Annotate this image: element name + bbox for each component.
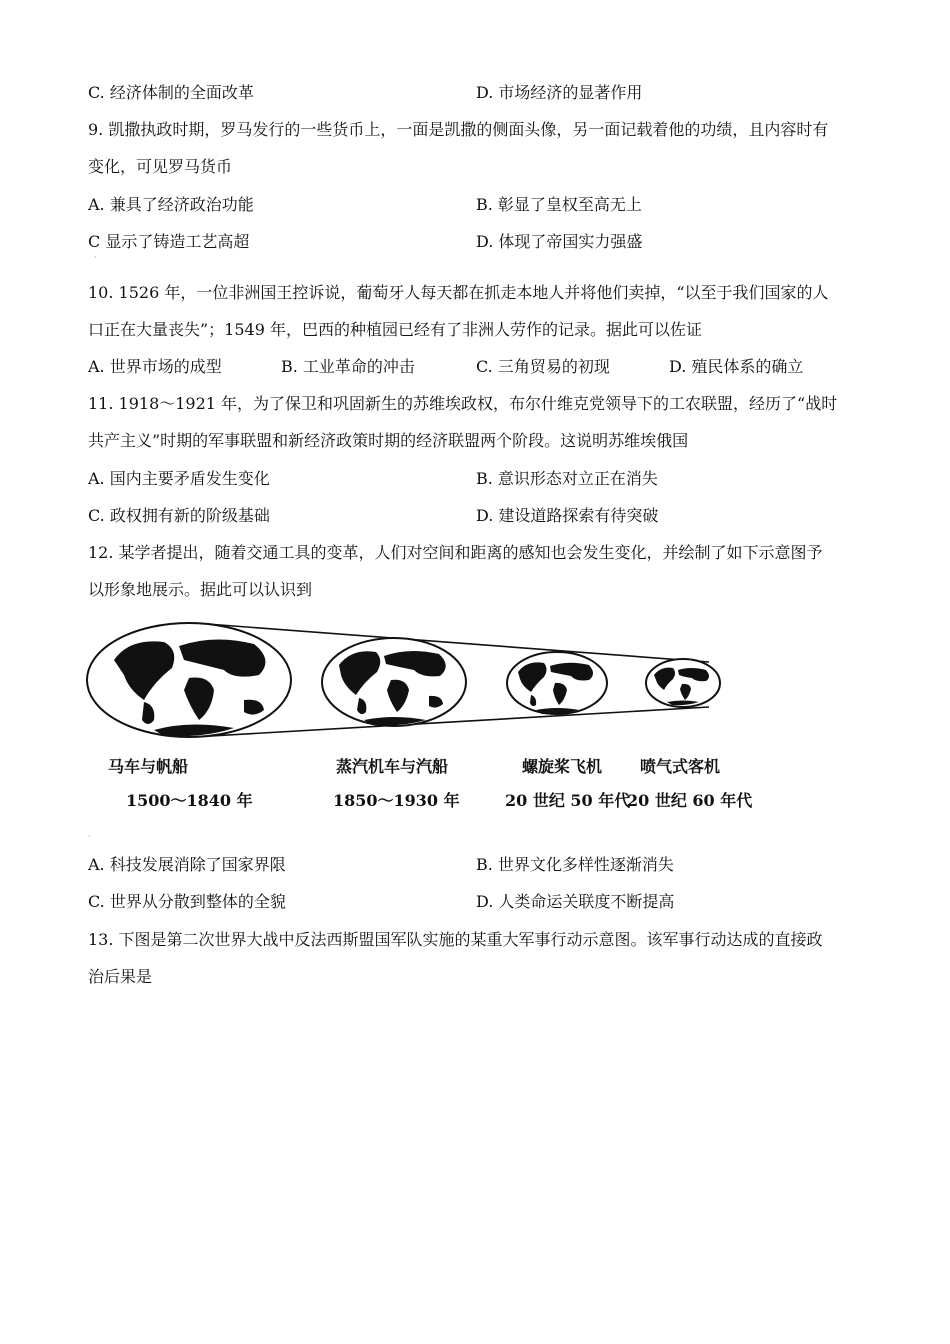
q11-stem-line1: 11. 1918～1921 年，为了保卫和巩固新生的苏维埃政权，布尔什维克党领导下的工农联盟，经历了“战时 [88,394,838,413]
q11-option-c: C. 政权拥有新的阶级基础 [88,506,270,525]
stray-dot-mark-2: · [88,832,91,841]
q11-option-b: B. 意识形态对立正在消失 [476,469,658,488]
caption-3-label: 螺旋桨飞机 [522,757,603,776]
q9-stem-line2: 变化，可见罗马货币 [88,157,233,176]
q12-option-b: B. 世界文化多样性逐渐消失 [476,855,674,874]
q10-stem-line2: 口正在大量丧失”；1549 年，巴西的种植园已经有了非洲人劳作的记录。据此可以佐证 [88,320,702,339]
shrinking-world-figure [84,620,724,740]
q8-option-c: C. 经济体制的全面改革 [88,83,254,102]
q9-stem-line1: 9. 凯撒执政时期，罗马发行的一些货币上，一面是凯撒的侧面头像，另一面记载着他的功绩，且内容时有 [88,120,829,139]
q10-stem-line1: 10. 1526 年，一位非洲国王控诉说，葡萄牙人每天都在抓走本地人并将他们卖掉，“以至于我们国家的人 [88,283,829,302]
q12-stem-line1: 12. 某学者提出，随着交通工具的变革，人们对空间和距离的感知也会发生变化，并绘制了如下示意图予 [88,543,823,562]
q10-option-c: C. 三角贸易的初现 [476,357,610,376]
stray-dot-mark: · [94,253,97,262]
globe-1-icon [87,623,291,737]
q9-option-c: C 显示了铸造工艺高超 [88,232,250,251]
caption-1-label: 马车与帆船 [108,757,189,776]
q9-option-b: B. 彰显了皇权至高无上 [476,195,642,214]
globe-3-icon [507,652,607,714]
q8-option-d: D. 市场经济的显著作用 [476,83,643,102]
q9-option-a: A. 兼具了经济政治功能 [88,195,254,214]
q11-option-a: A. 国内主要矛盾发生变化 [88,469,270,488]
q11-option-d: D. 建设道路探索有待突破 [476,506,659,525]
q12-option-d: D. 人类命运关联度不断提高 [476,892,675,911]
q13-stem-line1: 13. 下图是第二次世界大战中反法西斯盟国军队实施的某重大军事行动示意图。该军事行动达成的直接政 [88,930,823,949]
q12-option-c: C. 世界从分散到整体的全貌 [88,892,286,911]
q10-option-b: B. 工业革命的冲击 [281,357,415,376]
q12-option-a: A. 科技发展消除了国家界限 [88,855,286,874]
caption-2-label: 蒸汽机车与汽船 [336,757,449,776]
caption-2-period: 1850～1930 年 [333,791,460,810]
caption-3-period: 20 世纪 50 年代 [505,791,631,810]
q13-stem-line2: 治后果是 [88,967,153,986]
globe-4-icon [646,659,720,707]
q9-option-d: D. 体现了帝国实力强盛 [476,232,643,251]
caption-1-period: 1500～1840 年 [126,791,253,810]
globe-2-icon [322,638,466,726]
caption-4-label: 喷气式客机 [640,757,721,776]
q12-stem-line2: 以形象地展示。据此可以认识到 [88,580,313,599]
q10-option-d: D. 殖民体系的确立 [669,357,804,376]
q11-stem-line2: 共产主义”时期的军事联盟和新经济政策时期的经济联盟两个阶段。这说明苏维埃俄国 [88,431,689,450]
caption-4-period: 20 世纪 60 年代 [627,791,753,810]
q10-option-a: A. 世界市场的成型 [88,357,222,376]
